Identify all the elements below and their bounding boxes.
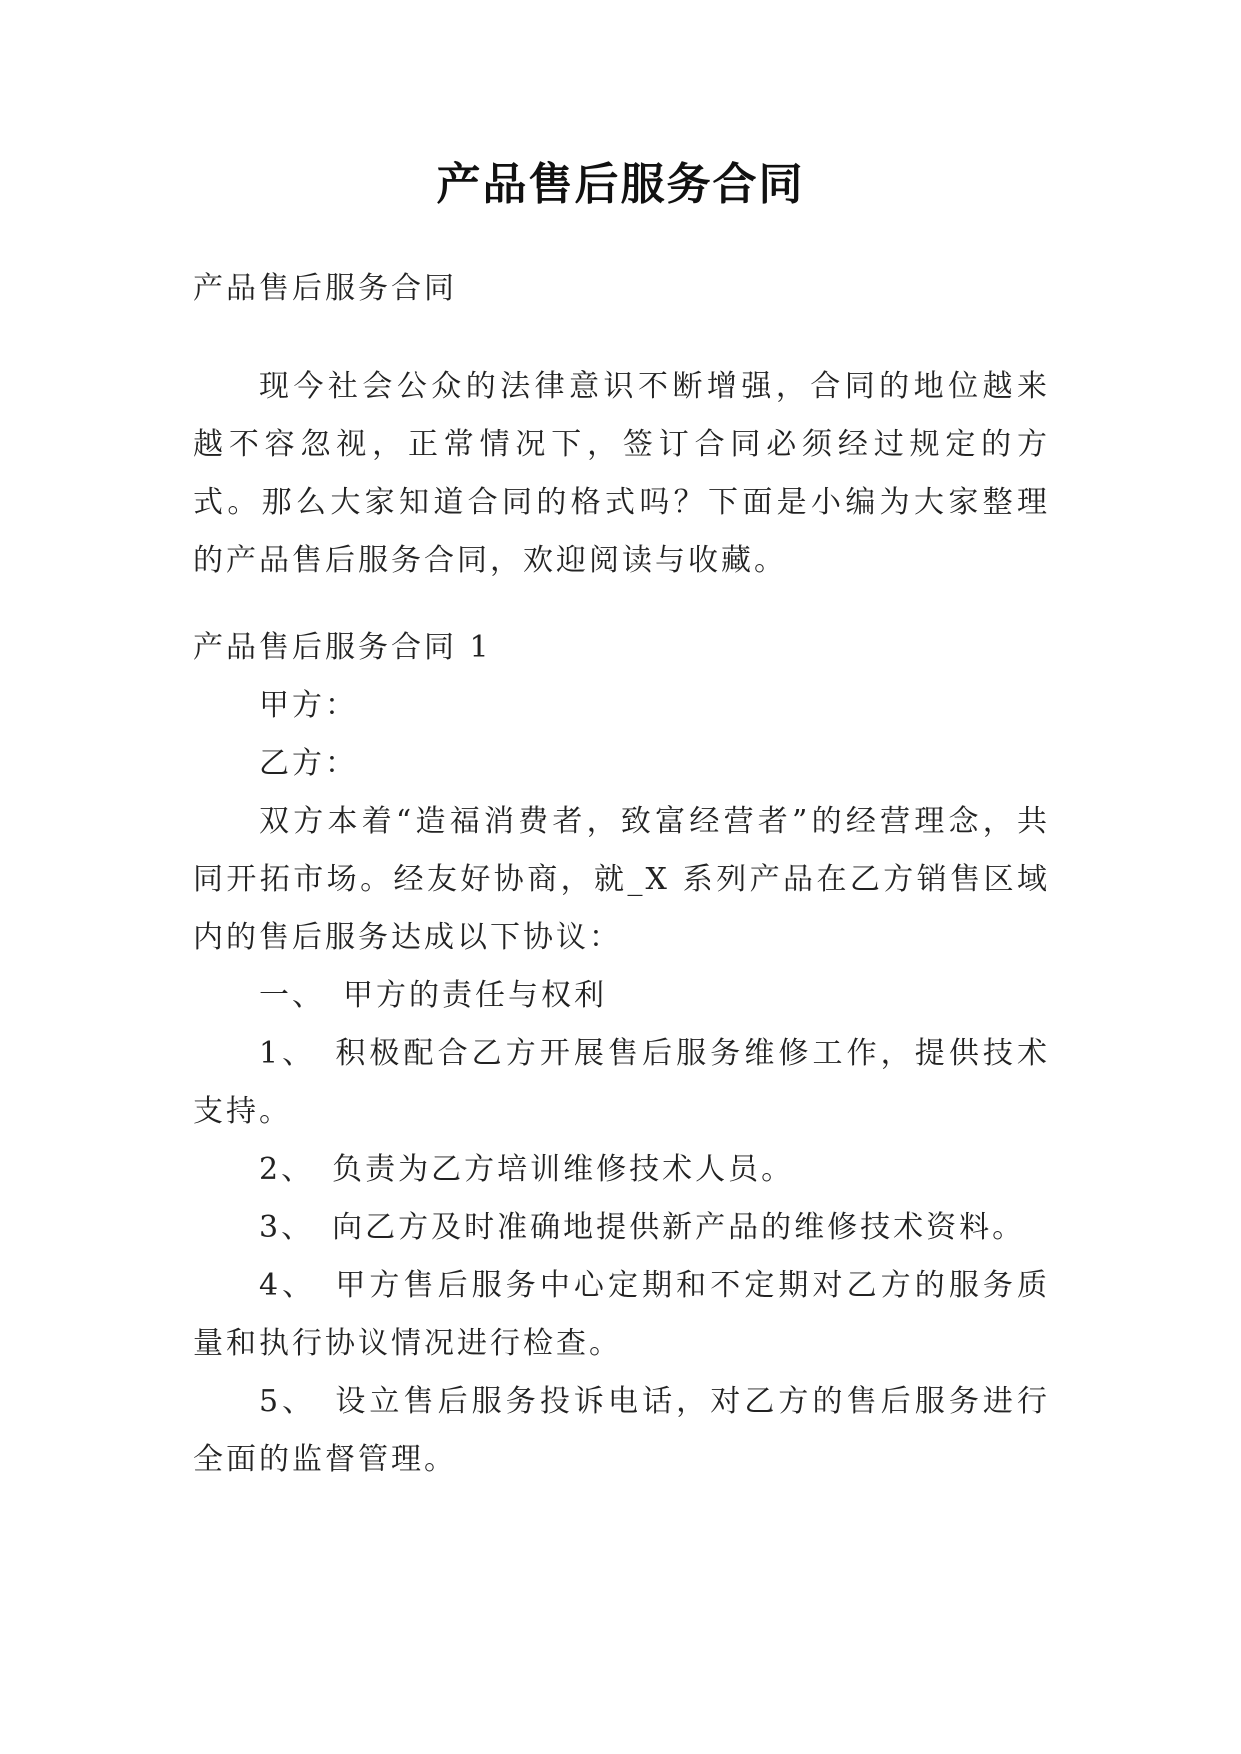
party-b-label: 乙方： — [259, 746, 358, 781]
clause-heading: 一、 甲方的责任与权利 — [259, 978, 607, 1013]
party-a-label: 甲方： — [259, 688, 358, 723]
contract-body — [193, 619, 1050, 1489]
clause-item: 2、 负责为乙方培训维修技术人员。 — [259, 1152, 795, 1187]
document-subtitle: 产品售后服务合同 — [193, 271, 457, 306]
clause-item: 1、 积极配合乙方开展售后服务维修工作，提供技术支持。 — [193, 1036, 1050, 1129]
preamble-paragraph: 双方本着“造福消费者，致富经营者”的经营理念，共同开拓市场。经友好协商，就_X 系列产品在乙方销售区域内的售后服务达成以下协议： — [193, 804, 1050, 955]
intro-paragraph: 现今社会公众的法律意识不断增强，合同的地位越来越不容忽视，正常情况下，签订合同必须经过规定的方式。那么大家知道合同的格式吗？下面是小编为大家整理的产品售后服务合同，欢迎阅读与收藏。 — [193, 369, 1050, 578]
clause-item: 3、 向乙方及时准确地提供新产品的维修技术资料。 — [259, 1210, 1026, 1245]
section-heading: 产品售后服务合同 1 — [193, 630, 492, 665]
intro-block — [193, 358, 1050, 590]
document-subtitle-block — [193, 260, 1050, 318]
document-title: 产品售后服务合同 — [436, 159, 805, 210]
clause-item: 5、 设立售后服务投诉电话，对乙方的售后服务进行全面的监督管理。 — [193, 1384, 1050, 1477]
clause-item: 4、 甲方售后服务中心定期和不定期对乙方的服务质量和执行协议情况进行检查。 — [193, 1268, 1050, 1361]
